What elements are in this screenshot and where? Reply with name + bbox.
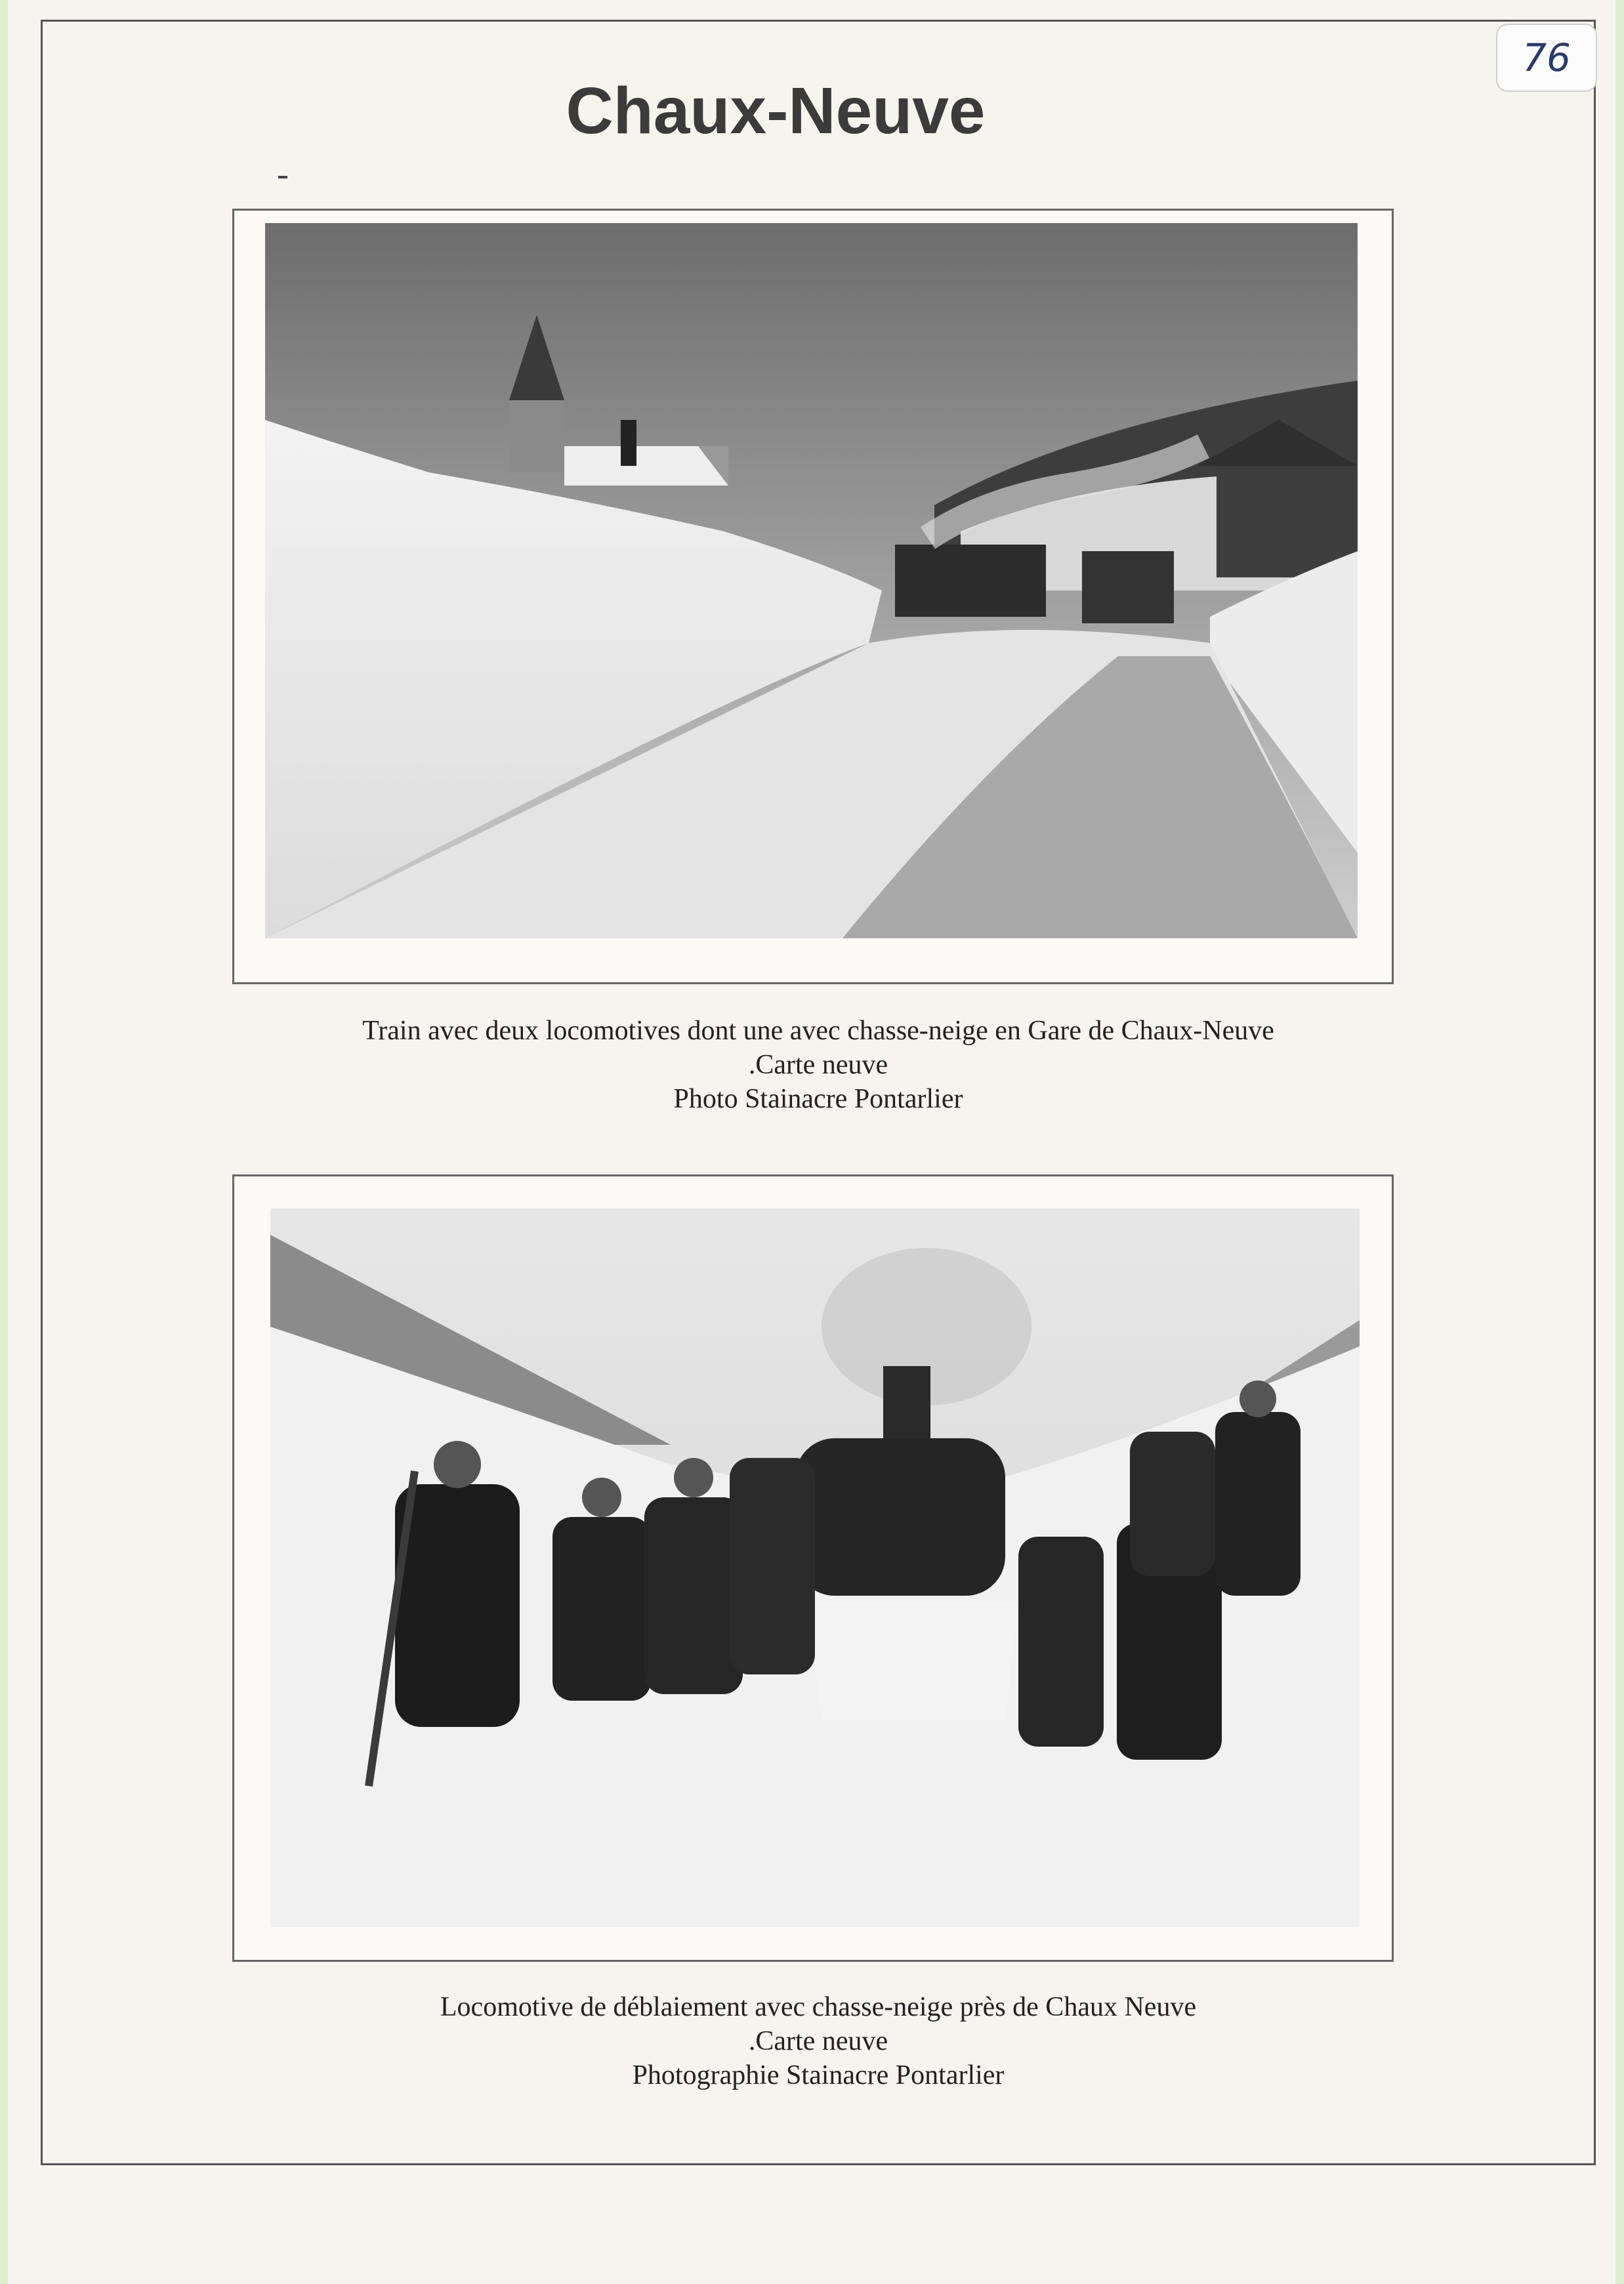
stray-dash [278, 176, 287, 178]
photo-1-caption-line-3: Photo Stainacre Pontarlier [673, 1084, 963, 1114]
photo-1-caption-line-1: Train avec deux locomotives dont une avec chasse-neige en Gare de Chaux-Neuve [362, 1016, 1274, 1046]
page-title: Chaux-Neuve [566, 74, 986, 148]
photo-snowplow-crew [270, 1209, 1360, 1927]
photo-1-caption-line-2: .Carte neuve [748, 1050, 888, 1080]
photo-2-caption-line-3: Photographie Stainacre Pontarlier [632, 2060, 1005, 2090]
page-number-label: 76 [1496, 24, 1597, 92]
photo-2-caption-line-2: .Carte neuve [748, 2026, 888, 2056]
photo-2-caption-line-1: Locomotive de déblaiement avec chasse-neige près de Chaux Neuve [440, 1992, 1197, 2022]
album-sheet [8, 0, 1615, 2284]
photo-station-train [265, 223, 1358, 938]
